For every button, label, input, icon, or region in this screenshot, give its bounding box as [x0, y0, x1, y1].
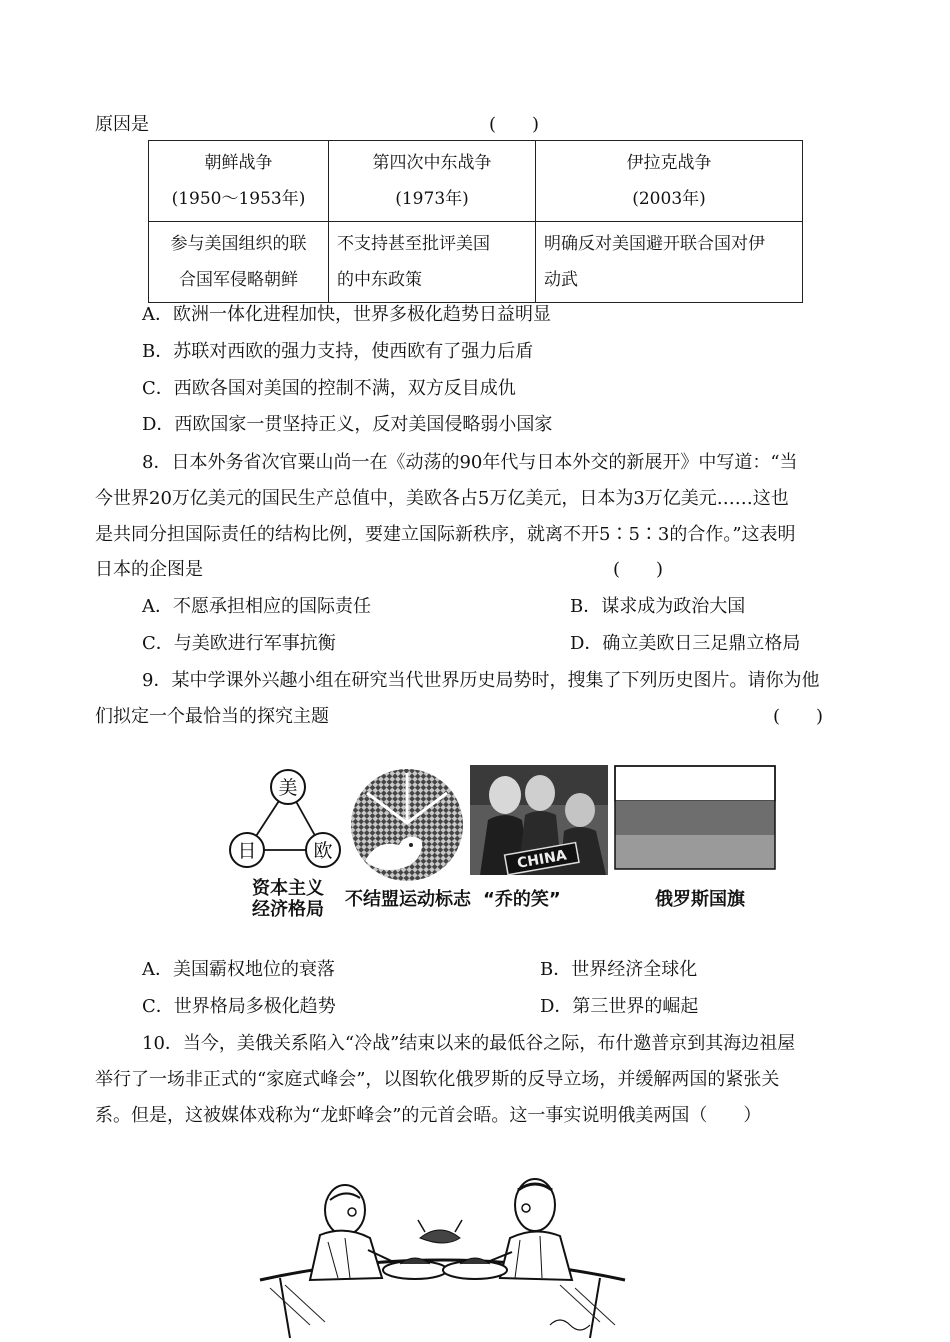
caption-non-aligned-logo: 不结盟运动标志 [345, 889, 471, 910]
header-name: 朝鲜战争 [204, 153, 273, 173]
header-years: (2003年) [632, 189, 706, 209]
triangle-node-us: 美 [278, 777, 298, 799]
lobster-summit-cartoon [250, 1160, 635, 1340]
cell-line: 不支持甚至批评美国 [337, 234, 490, 254]
caption-capitalist-economy-line2: 经济格局 [252, 899, 324, 920]
cell-line: 明确反对美国避开联合国对伊 [544, 234, 765, 254]
q7-stem-tail: 原因是 [95, 114, 149, 135]
q9-option-c: C．世界格局多极化趋势 [142, 996, 336, 1017]
q9-line-2: 们拟定一个最恰当的探究主题 [95, 706, 329, 727]
cell-line: 动武 [544, 270, 578, 290]
photo-joes-laugh [470, 765, 608, 875]
photo-sign-text: CHINA [516, 847, 568, 872]
q8-line-3: 是共同分担国际责任的结构比例，要建立国际新秩序，就离不开5∶5∶3的合作。”这表明 [95, 524, 796, 545]
q9-answer-paren: ( ) [773, 706, 824, 727]
caption-capitalist-economy-line1: 资本主义 [252, 878, 324, 899]
q7-table [148, 140, 803, 303]
q7-option-d: D．西欧国家一贯坚持正义，反对美国侵略弱小国家 [142, 414, 553, 435]
cell-line: 合国军侵略朝鲜 [179, 270, 298, 290]
header-name: 伊拉克战争 [626, 153, 712, 173]
q8-option-a: A．不愿承担相应的国际责任 [142, 596, 371, 617]
q9-line-1: 9．某中学课外兴趣小组在研究当代世界历史局势时，搜集了下列历史图片。请你为他 [142, 670, 820, 691]
q9-option-a: A．美国霸权地位的衰落 [142, 959, 335, 980]
q7-option-b: B．苏联对西欧的强力支持，使西欧有了强力后盾 [142, 341, 534, 362]
table-cell [149, 222, 329, 303]
q8-option-d: D．确立美欧日三足鼎立格局 [570, 633, 801, 654]
q8-option-c: C．与美欧进行军事抗衡 [142, 633, 336, 654]
cell-line: 参与美国组织的联 [170, 234, 307, 254]
cell-line: 的中东政策 [337, 270, 422, 290]
q8-answer-paren: ( ) [613, 559, 664, 580]
triangle-node-japan: 日 [237, 840, 257, 862]
q7-option-c: C．西欧各国对美国的控制不满，双方反目成仇 [142, 378, 516, 399]
q8-line-1: 8．日本外务省次官粟山尚一在《动荡的90年代与日本外交的新展开》中写道：“当 [142, 452, 798, 473]
table-header-cell [329, 141, 536, 222]
non-aligned-logo [347, 765, 467, 885]
table-cell [536, 222, 803, 303]
table-header-row [149, 141, 803, 222]
q9-option-b: B．世界经济全球化 [540, 959, 698, 980]
q10-line-2: 举行了一场非正式的“家庭式峰会”，以图软化俄罗斯的反导立场，并缓解两国的紧张关 [95, 1069, 780, 1090]
q7-answer-paren: ( ) [489, 114, 540, 135]
table-header-cell [149, 141, 329, 222]
header-name: 第四次中东战争 [372, 153, 492, 173]
q10-line-1: 10．当今，美俄关系陷入“冷战”结束以来的最低谷之际，布什邀普京到其海边祖屋 [142, 1033, 796, 1054]
caption-joes-laugh: “乔的笑” [483, 889, 561, 910]
table-row [149, 222, 803, 303]
table-header-cell [536, 141, 803, 222]
q8-line-2: 今世界20万亿美元的国民生产总值中，美欧各占5万亿美元，日本为3万亿美元……这也 [95, 488, 789, 509]
triangle-diagram [220, 765, 350, 875]
header-years: (1973年) [395, 189, 469, 209]
russian-flag [614, 765, 776, 870]
q8-line-4: 日本的企图是 [95, 559, 203, 580]
q8-option-b: B．谋求成为政治大国 [570, 596, 746, 617]
table-cell [329, 222, 536, 303]
triangle-node-europe: 欧 [313, 840, 333, 862]
header-years: (1950～1953年) [171, 189, 306, 209]
q10-line-3: 系。但是，这被媒体戏称为“龙虾峰会”的元首会晤。这一事实说明俄美两国（ ） [95, 1105, 762, 1126]
caption-russian-flag: 俄罗斯国旗 [655, 889, 745, 910]
q9-option-d: D．第三世界的崛起 [540, 996, 699, 1017]
q7-option-a: A．欧洲一体化进程加快，世界多极化趋势日益明显 [142, 304, 551, 325]
